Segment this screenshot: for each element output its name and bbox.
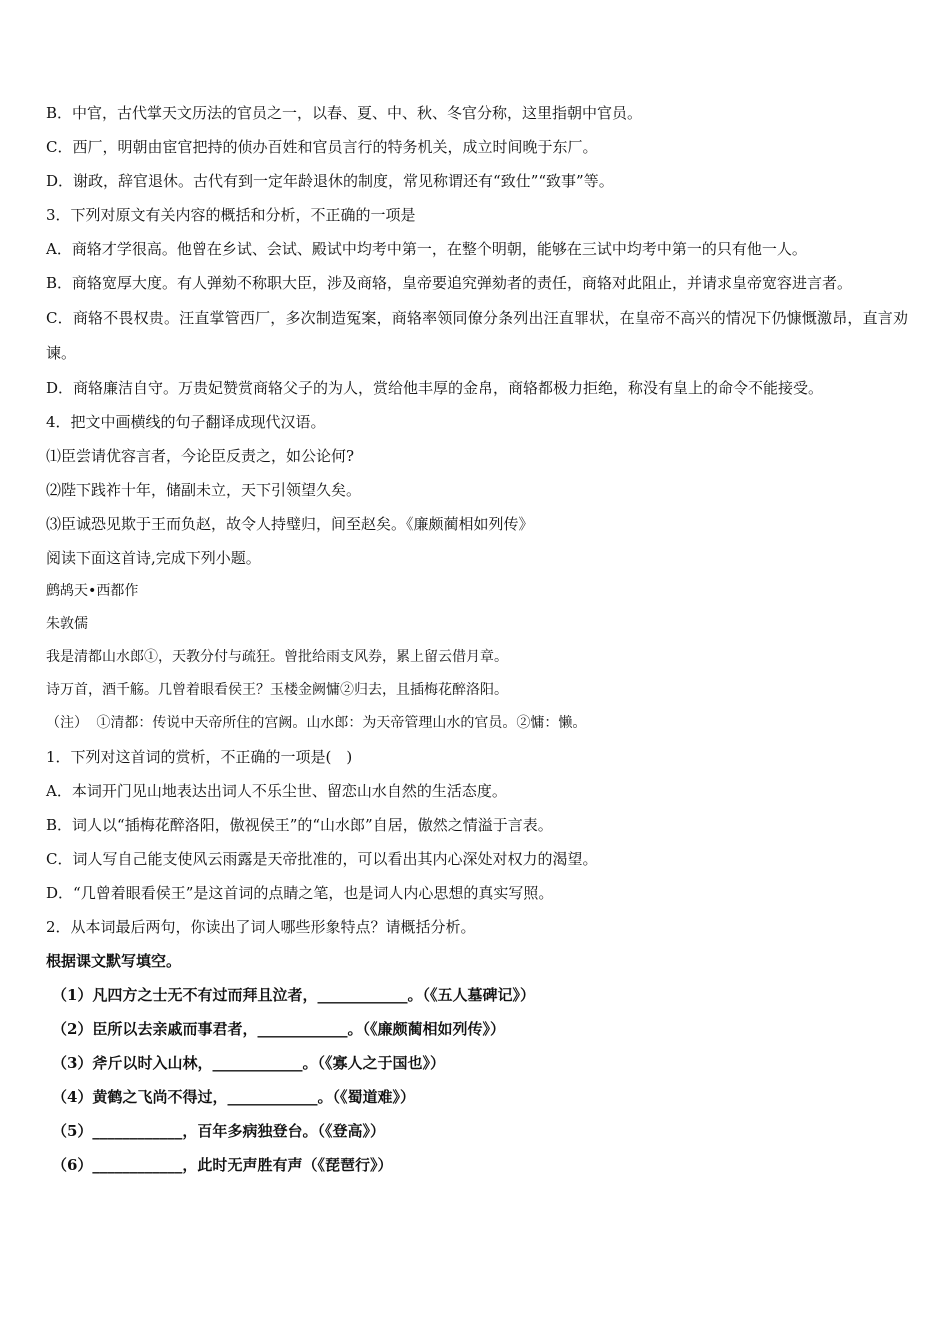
fill-in-item-2: （2）臣所以去亲戚而事君者，____________。（《廉颇蔺相如列传》） xyxy=(52,1020,505,1038)
fill-in-item-4: （4）黄鹤之飞尚不得过，____________。（《蜀道难》） xyxy=(52,1088,415,1106)
poem-question-1-option-a: A．本词开门见山地表达出词人不乐尘世、留恋山水自然的生活态度。 xyxy=(46,782,507,800)
translate-sentence-1: ⑴臣尝请优容言者，今论臣反责之，如公论何? xyxy=(46,447,355,465)
fill-in-item-3: （3）斧斤以时入山林，____________。（《寡人之于国也》） xyxy=(52,1054,445,1072)
question-3-option-c: C．商辂不畏权贵。汪直掌管西厂，多次制造冤案，商辂率领同僚分条列出汪直罪状，在皇帝不高兴的情况下仍慷慨激昂，直言劝谏。 xyxy=(46,309,908,362)
poem-question-1-option-b: B．词人以“插梅花醉洛阳，傲视侯王”的“山水郎”自居，傲然之情溢于言表。 xyxy=(46,816,553,834)
poem-line-1: 我是清都山水郎①，天教分付与疏狂。曾批给雨支风券，累上留云借月章。 xyxy=(46,649,508,665)
poem-question-1-option-c: C．词人写自己能支使风云雨露是天帝批准的，可以看出其内心深处对权力的渴望。 xyxy=(46,850,598,868)
option-c-xichang: C．西厂，明朝由宦官把持的侦办百姓和官员言行的特务机关，成立时间晚于东厂。 xyxy=(46,138,598,156)
poem-line-2: 诗万首，酒千觞。几曾着眼看侯王？玉楼金阙慵②归去，且插梅花醉洛阳。 xyxy=(46,682,508,698)
option-d-xiezheng: D．谢政，辞官退休。古代有到一定年龄退休的制度，常见称谓还有“致仕”“致事”等。 xyxy=(46,172,614,190)
question-3: 3．下列对原文有关内容的概括和分析，不正确的一项是 xyxy=(46,206,416,224)
poem-question-1: 1．下列对这首词的赏析，不正确的一项是( ) xyxy=(46,748,353,766)
poem-notes: （注） ①清都：传说中天帝所住的宫阙。山水郎：为天帝管理山水的官员。②慵：懒。 xyxy=(46,715,587,731)
question-3-option-d: D．商辂廉洁自守。万贵妃赞赏商辂父子的为人，赏给他丰厚的金帛，商辂都极力拒绝，称没有皇上的命令不能接受。 xyxy=(46,379,824,397)
poem-instruction: 阅读下面这首诗,完成下列小题。 xyxy=(46,549,261,567)
question-3-option-b: B．商辂宽厚大度。有人弹劾不称职大臣，涉及商辂，皇帝要追究弹劾者的责任，商辂对此阻止，并请求皇帝宽容进言者。 xyxy=(46,274,853,292)
fill-in-heading: 根据课文默写填空。 xyxy=(46,952,182,970)
question-4: 4．把文中画横线的句子翻译成现代汉语。 xyxy=(46,413,326,431)
fill-in-item-5: （5）____________，百年多病独登台。（《登高》） xyxy=(52,1122,385,1140)
poem-title: 鹧鸪天•西都作 xyxy=(46,583,139,599)
translate-sentence-3: ⑶臣诚恐见欺于王而负赵，故令人持璧归，间至赵矣。《廉颇蔺相如列传》 xyxy=(46,515,534,533)
poem-question-2: 2．从本词最后两句，你读出了词人哪些形象特点？请概括分析。 xyxy=(46,918,476,936)
poem-question-1-option-d: D．“几曾着眼看侯王”是这首词的点睛之笔，也是词人内心思想的真实写照。 xyxy=(46,884,554,902)
translate-sentence-2: ⑵陛下践祚十年，储副未立，天下引领望久矣。 xyxy=(46,481,362,499)
poem-author: 朱敦儒 xyxy=(46,616,88,632)
option-b-zhongguan: B．中官，古代掌天文历法的官员之一，以春、夏、中、秋、冬官分称，这里指朝中官员。 xyxy=(46,104,643,122)
question-3-option-a: A．商辂才学很高。他曾在乡试、会试、殿试中均考中第一，在整个明朝，能够在三试中均考中第一的只有他一人。 xyxy=(46,240,807,258)
document-page xyxy=(46,96,908,1182)
fill-in-item-6: （6）____________，此时无声胜有声（《琵琶行》） xyxy=(52,1156,393,1174)
fill-in-item-1: （1）凡四方之士无不有过而拜且泣者，____________。（《五人墓碑记》） xyxy=(52,986,535,1004)
